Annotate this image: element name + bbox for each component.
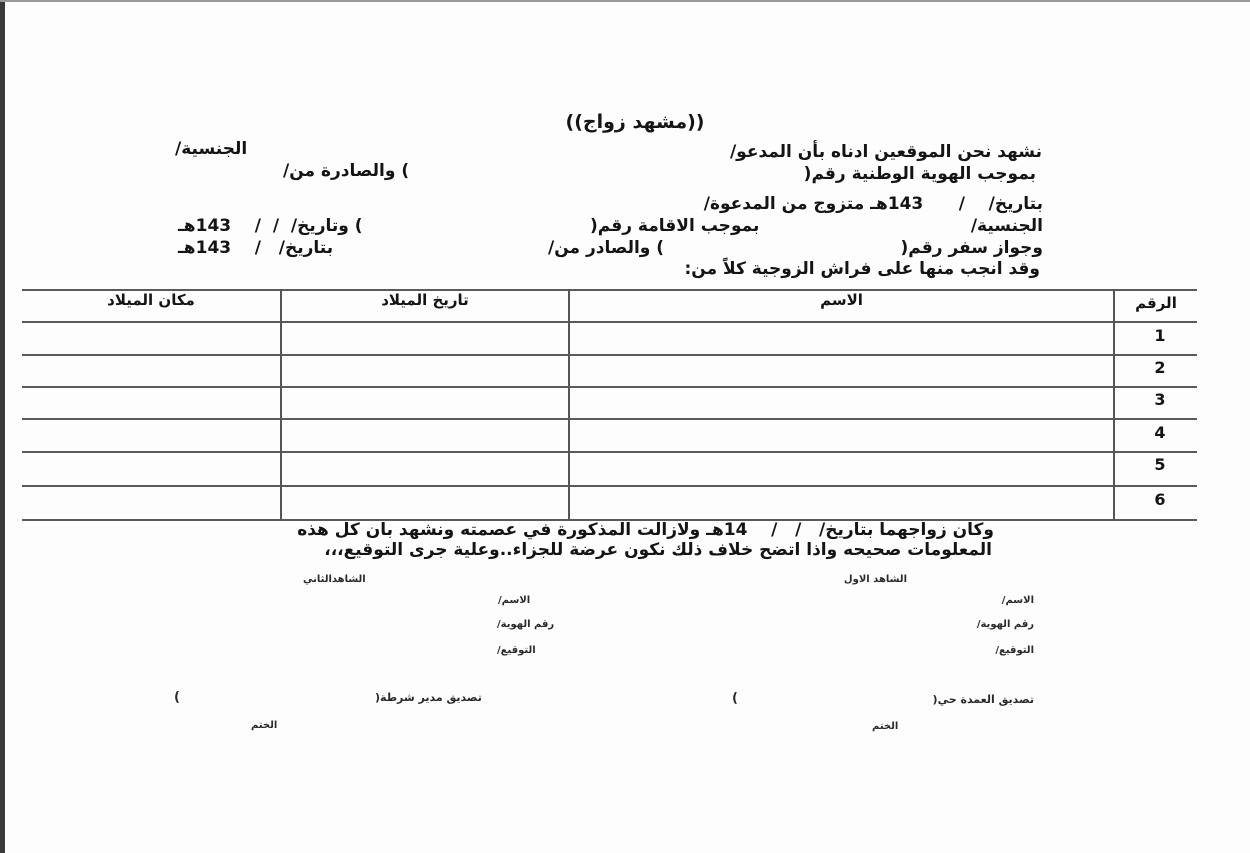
witness1-name-label: الاسم/ bbox=[1001, 595, 1034, 606]
header-birth-date: تاريخ الميلاد bbox=[381, 291, 469, 309]
table-col-divider bbox=[568, 289, 570, 520]
intro-line1-left: الجنسية/ bbox=[175, 139, 248, 159]
row-number-1: 1 bbox=[1154, 326, 1166, 345]
children-table bbox=[22, 289, 1197, 520]
table-header-divider bbox=[22, 321, 1197, 323]
witness1-signature-label: التوقيع/ bbox=[995, 645, 1034, 656]
intro-line5-mid: ) والصادر من/ bbox=[548, 238, 665, 258]
intro-line4-left: ) وتاريخ/ / / 143هـ bbox=[178, 216, 363, 236]
intro-line4-mid: بموجب الاقامة رقم( bbox=[590, 216, 760, 236]
row-number-2: 2 bbox=[1154, 358, 1166, 377]
witness2-heading: الشاهدالثاني bbox=[303, 574, 366, 585]
closing-line1: وكان زواجهما بتاريخ/ / / 14هـ ولازالت المذكورة في عصمته ونشهد بان كل هذه bbox=[297, 520, 994, 540]
police-stamp-label: الختم bbox=[251, 720, 278, 731]
closing-line2: المعلومات صحيحه واذا اتضح خلاف ذلك نكون عرضة للجزاء..وعلية جرى التوقيع،،، bbox=[324, 540, 992, 560]
table-row-divider bbox=[22, 354, 1197, 356]
intro-line4-right: الجنسية/ bbox=[970, 216, 1043, 236]
police-certification-close: ) bbox=[174, 690, 180, 705]
witness2-signature-label: التوقيع/ bbox=[497, 645, 536, 656]
row-number-6: 6 bbox=[1154, 490, 1166, 509]
witness1-heading: الشاهد الاول bbox=[843, 574, 907, 585]
table-row-divider bbox=[22, 485, 1197, 487]
header-name: الاسم bbox=[820, 291, 863, 309]
intro-line1-right: نشهد نحن الموقعين ادناه بأن المدعو/ bbox=[729, 142, 1042, 162]
intro-line3: بتاريخ/ / 143هـ متزوج من المدعوة/ bbox=[703, 194, 1043, 214]
table-row-divider bbox=[22, 418, 1197, 420]
intro-line6: وقد انجب منها على فراش الزوجية كلاً من: bbox=[684, 259, 1040, 279]
intro-line2-right: بموجب الهوية الوطنية رقم( bbox=[803, 164, 1036, 184]
header-number: الرقم bbox=[1135, 294, 1177, 312]
header-birth-place: مكان الميلاد bbox=[107, 291, 195, 309]
mayor-certification-close: ) bbox=[732, 691, 738, 706]
table-col-divider bbox=[280, 289, 282, 520]
document-title: ((مشهد زواج)) bbox=[565, 111, 705, 133]
row-number-3: 3 bbox=[1154, 390, 1166, 409]
intro-line5-left: بتاريخ/ / 143هـ bbox=[178, 238, 334, 258]
intro-line5-right: وجواز سفر رقم( bbox=[900, 238, 1043, 258]
table-row-divider bbox=[22, 386, 1197, 388]
table-row-divider bbox=[22, 451, 1197, 453]
witness2-name-label: الاسم/ bbox=[498, 595, 531, 606]
witness2-id-label: رقم الهوية/ bbox=[497, 619, 555, 630]
row-number-5: 5 bbox=[1154, 455, 1166, 474]
witness1-id-label: رقم الهوية/ bbox=[976, 619, 1034, 630]
mayor-certification-label: تصديق العمدة حي( bbox=[932, 693, 1034, 706]
row-number-4: 4 bbox=[1154, 423, 1166, 442]
page-top-edge bbox=[0, 0, 1250, 2]
page-left-edge bbox=[0, 0, 5, 853]
mayor-stamp-label: الختم bbox=[872, 721, 899, 732]
intro-line2-left: ) والصادرة من/ bbox=[283, 161, 410, 181]
police-certification-label: تصديق مدير شرطة( bbox=[375, 691, 482, 704]
table-col-divider bbox=[1113, 289, 1115, 520]
